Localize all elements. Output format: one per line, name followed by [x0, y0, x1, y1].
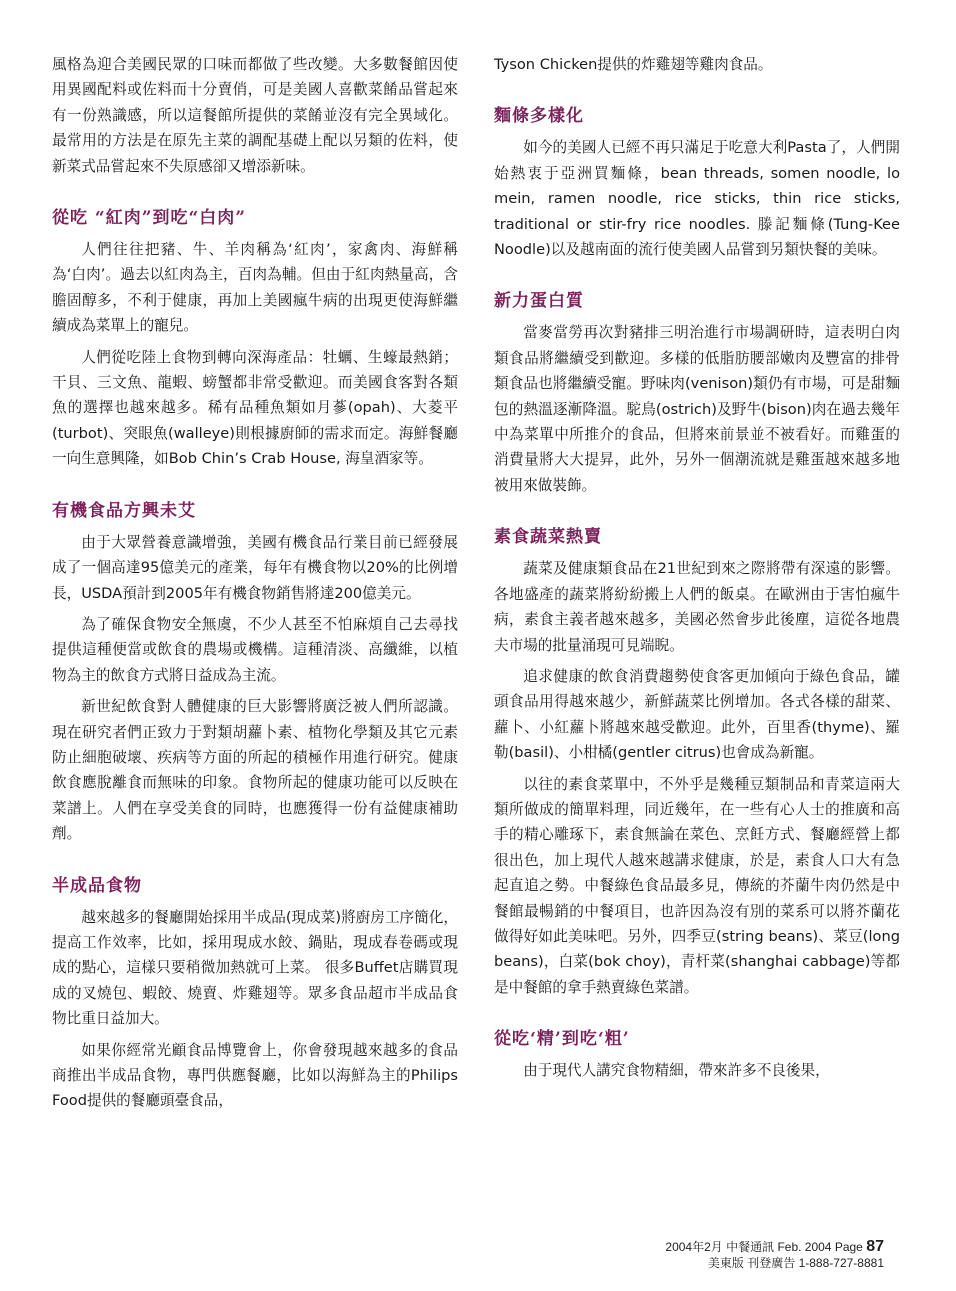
section-heading-semi-prepared-food: 半成品食物	[52, 875, 142, 896]
section-heading-noodles: 麵條多樣化	[494, 106, 584, 127]
section-heading-organic-food: 有機食品方興未艾	[52, 500, 196, 521]
paragraph: 人們往往把豬、牛、羊肉稱為‘紅肉’，家禽肉、海鮮稱為‘白肉’。過去以紅肉為主，百肉為輔。但由于紅肉熱量高，含膽固醇多，不利于健康，再加上美國瘋牛病的出現更使海鮮繼續成為菜單上的寵兒。	[52, 241, 458, 335]
left-intro-paragraph: 風格為迎合美國民眾的口味而都做了些改變。大多數餐館因使用異國配料或佐料而十分賣俏，可是美國人喜歡菜餚品嘗起來有一份熟識感，所以這餐館所提供的菜餚並沒有完全異域化。最常用的方法是在原先主菜的調配基礎上配以另類的佐料，使新菜式品嘗起來不失原感卻又增添新味。	[52, 56, 458, 175]
paragraph: 越來越多的餐廳開始採用半成品(現成菜)將廚房工序簡化，提高工作效率，比如，採用現成水餃、鍋貼，現成春卷碼或現成的點心，這樣只要稍微加熱就可上菜。 很多Buffet店購買現成的叉燒包、蝦餃、燒賣、炸雞翅等。眾多食品超市半成品食物比重日益加大。	[52, 908, 458, 1028]
paragraph: 如今的美國人已經不再只滿足于吃意大利Pasta了，人們開始熱衷于亞洲買麵條，bean threads, somen noodle, lo mein, ramen noodle, rice sticks, thin rice sticks, traditional or stir-fry rice noodles. 滕記麵條(Tung-Kee Noodle)以及越南面的流行使美國人品嘗到另類快餐的美味。	[494, 139, 900, 259]
footer-issue-line	[665, 1239, 884, 1255]
page-number: 87	[866, 1238, 884, 1255]
paragraph: 為了確保食物安全無虞，不少人甚至不怕麻煩自己去尋找提供這種便當或飲食的農場或機構。這種清淡、高纖維，以植物為主的飲食方式將日益成為主流。	[52, 615, 458, 684]
page-footer	[665, 1239, 884, 1271]
footer-issue-text: 2004年2月 中餐通訊 Feb. 2004 Page	[665, 1240, 863, 1254]
paragraph: 由于大眾營養意識增強，美國有機食品行業目前已經發展成了一個高達95億美元的產業，每年有機食物以20%的比例增長，USDA預計到2005年有機食物銷售將達200億美元。	[52, 533, 458, 602]
paragraph: 追求健康的飲食消費趨勢使食客更加傾向于綠色食品，罐頭食品用得越來越少，新鮮蔬菜比例增加。各式各樣的甜菜、蘿卜、小紅蘿卜將越來越受歡迎。此外，百里香(thyme)、羅勒(basil)、小柑橘(gentler citrus)也會成為新寵。	[494, 667, 900, 762]
paragraph: 以往的素食菜單中，不外乎是幾種豆類制品和青菜這兩大類所做成的簡單料理，同近幾年，在一些有心人士的推廣和高手的精心雕琢下，素食無論在菜色、烹飪方式、餐廳經營上都很出色，加上現代人越來越講求健康，於是，素食人口大有急起直追之勢。中餐綠色食品最多見，傳統的芥蘭牛肉仍然是中餐館最暢銷的中餐項目，也許因為沒有別的菜系可以將芥蘭花做得好如此美味吧。另外，四季豆(string beans)、菜豆(long beans)，白菜(bok choy)，青杆菜(shanghai cabbage)等都是中餐館的拿手熱賣綠色菜譜。	[494, 775, 900, 996]
paragraph: 蔬菜及健康類食品在21世紀到來之際將帶有深遠的影響。各地盛產的蔬菜將紛紛搬上人們的飯桌。在歐洲由于害怕瘋牛病，素食主義者越來越多，美國必然會步此後塵，這從各地農夫市場的批量涌現可見端睨。	[494, 560, 900, 654]
right-column	[494, 52, 900, 1084]
section-heading-protein: 新力蛋白質	[494, 291, 584, 312]
paragraph: 新世紀飲食對人體健康的巨大影響將廣泛被人們所認識。現在研究者們正致力于對類胡蘿卜素、植物化學類及其它元素防止細胞破壞、疾病等方面的所起的積極作用進行研究。健康飲食應脫離食而無味的印象。食物所起的健康功能可以反映在菜譜上。人們在享受美食的同時，也應獲得一份有益健康補助劑。	[52, 698, 458, 843]
paragraph: 如果你經常光顧食品博覽會上，你會發現越來越多的食品商推出半成品食物，專門供應餐廳，比如以海鮮為主的Philips Food提供的餐廳頭臺食品，	[52, 1041, 458, 1110]
section-heading-red-white-meat: 從吃 “紅肉”到吃“白肉”	[52, 208, 247, 229]
footer-advert-line: 美東版 刊登廣告 1-888-727-8881	[707, 1256, 884, 1270]
section-heading-vegetarian: 素食蔬菜熱賣	[494, 527, 602, 548]
paragraph: 當麥當勞再次對豬排三明治進行市場調研時，這表明白肉類食品將繼續受到歡迎。多樣的低脂肪腰部嫩肉及豐富的排骨類食品也將繼續受寵。野味肉(venison)類仍有市場，可是甜麵包的熱溫逐漸降溫。駝鳥(ostrich)及野牛(bison)肉在過去幾年中為菜單中所推介的食品，但將來前景並不被看好。而雞蛋的消費量將大大提昇，此外，另外一個潮流就是雞蛋越來越多地被用來做裝飾。	[494, 324, 900, 494]
right-intro-paragraph: Tyson Chicken提供的炸雞翅等雞肉食品。	[494, 56, 773, 73]
paragraph: 由于現代人講究食物精細，帶來許多不良後果，	[523, 1062, 830, 1080]
section-heading-fine-to-coarse: 從吃‘精’到吃‘粗’	[494, 1029, 630, 1050]
left-column	[52, 52, 458, 1114]
paragraph: 人們從吃陸上食物到轉向深海產品：牡蠣、生蠔最熱銷；干貝、三文魚、龍蝦、螃蟹都非常受歡迎。而美國食客對各類魚的選擇也越來越多。稀有品種魚類如月蔘(opah)、大菱平(turbot)、突眼魚(walleye)則根據廚師的需求而定。海鮮餐廳一向生意興隆，如Bob Chin’s Crab House, 海皇酒家等。	[52, 348, 458, 468]
